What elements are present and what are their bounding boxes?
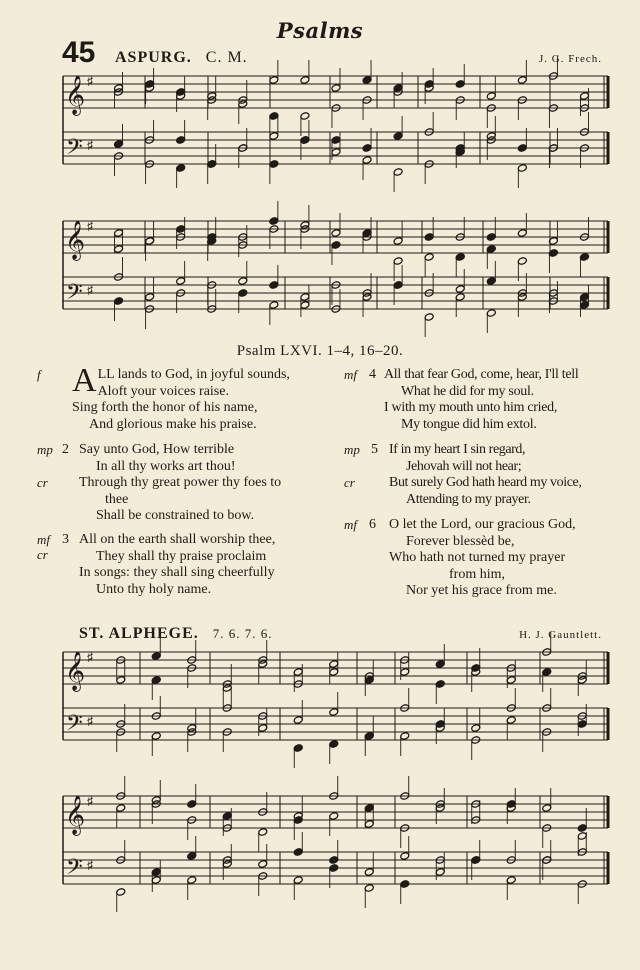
sharp-sign: ♯ bbox=[87, 858, 93, 872]
stanza-line: Unto thy holy name. bbox=[96, 581, 212, 597]
note-head bbox=[364, 732, 374, 741]
note-head bbox=[187, 800, 197, 809]
sharp-sign: ♯ bbox=[87, 74, 93, 88]
treble-clef: 𝄞 bbox=[65, 75, 86, 115]
note-head bbox=[455, 253, 465, 262]
note-head bbox=[151, 652, 161, 661]
stanza-number: 3 bbox=[62, 532, 69, 547]
stanza-line: In songs: they shall sing cheerfully bbox=[79, 565, 275, 580]
note-head bbox=[293, 848, 303, 857]
stanza-line: O let the Lord, our gracious God, bbox=[389, 517, 576, 532]
note-head bbox=[269, 112, 279, 121]
stanza-5 bbox=[344, 442, 624, 508]
note-head bbox=[258, 724, 268, 733]
stanza-line: LL lands to God, in joyful sounds, bbox=[97, 367, 290, 382]
note-head bbox=[471, 724, 481, 733]
stanza-line: Sing forth the honor of his name, bbox=[72, 400, 258, 415]
note-head bbox=[293, 668, 303, 677]
note-head bbox=[329, 668, 339, 677]
note-head bbox=[579, 253, 589, 262]
stanza-2 bbox=[37, 442, 337, 525]
stanza-number: 6 bbox=[369, 517, 376, 532]
composer: H. J. Gauntlett. bbox=[519, 629, 602, 641]
note-head bbox=[579, 92, 589, 101]
sharp-sign: ♯ bbox=[87, 138, 93, 152]
note-head bbox=[300, 112, 310, 121]
note-head bbox=[331, 229, 341, 238]
note-head bbox=[145, 237, 155, 246]
note-head bbox=[300, 76, 310, 85]
dynamic-mark: mf bbox=[344, 367, 357, 382]
note-head bbox=[486, 92, 496, 101]
note-head bbox=[145, 293, 155, 302]
note-head bbox=[393, 237, 403, 246]
treble-clef: 𝄞 bbox=[65, 651, 86, 691]
tune-heading-2 bbox=[79, 625, 272, 643]
note-head bbox=[435, 868, 445, 877]
note-head bbox=[577, 824, 587, 833]
note-head bbox=[176, 164, 186, 173]
note-head bbox=[542, 668, 552, 677]
note-head bbox=[486, 309, 496, 318]
note-head bbox=[455, 80, 465, 89]
note-head bbox=[331, 84, 341, 93]
note-head bbox=[364, 884, 374, 893]
hymn-number: 45 bbox=[62, 36, 96, 69]
note-head bbox=[331, 241, 341, 250]
note-head bbox=[187, 852, 197, 861]
sharp-sign: ♯ bbox=[87, 283, 93, 297]
stanza-line: Through thy great power thy foes to bbox=[79, 475, 282, 490]
note-head bbox=[331, 136, 341, 145]
note-head bbox=[116, 888, 126, 897]
dynamic-mark: mp bbox=[344, 442, 360, 457]
note-head bbox=[151, 732, 161, 741]
stanza-line: thee bbox=[105, 491, 129, 507]
stanza-6 bbox=[344, 517, 624, 600]
note-head bbox=[579, 301, 589, 310]
bass-clef: 𝄢 bbox=[66, 711, 83, 741]
stanza-line: They shall thy praise proclaim bbox=[96, 548, 267, 564]
tune-name: ST. ALPHEGE. bbox=[79, 625, 199, 642]
stanza-line: And glorious make his praise. bbox=[89, 416, 257, 432]
note-head bbox=[393, 132, 403, 141]
note-head bbox=[269, 301, 279, 310]
stanza-line: But surely God hath heard my voice, bbox=[389, 475, 582, 490]
stanza-line: Who hath not turned my prayer bbox=[389, 550, 566, 565]
note-head bbox=[400, 668, 410, 677]
note-head bbox=[577, 720, 587, 729]
note-head bbox=[455, 293, 465, 302]
note-head bbox=[258, 828, 268, 837]
note-head bbox=[517, 164, 527, 173]
stanza-line: All on the earth shall worship thee, bbox=[79, 532, 276, 547]
bass-clef: 𝄢 bbox=[66, 280, 83, 310]
note-head bbox=[486, 277, 496, 286]
stanza-number: 5 bbox=[371, 442, 378, 457]
note-head bbox=[506, 676, 516, 685]
page-title: Psalms bbox=[276, 18, 364, 43]
stanza-line: My tongue did him extol. bbox=[401, 416, 537, 432]
stanza-line: I with my mouth unto him cried, bbox=[384, 400, 558, 415]
note-head bbox=[517, 257, 527, 266]
note-head bbox=[435, 680, 445, 689]
note-head bbox=[114, 229, 124, 238]
drop-cap: A bbox=[72, 362, 97, 399]
note-head bbox=[486, 245, 496, 254]
note-head bbox=[176, 136, 186, 145]
note-head bbox=[400, 732, 410, 741]
note-head bbox=[293, 744, 303, 753]
stanza-line: If in my heart I sin regard, bbox=[389, 442, 526, 457]
note-head bbox=[424, 313, 434, 322]
stanza-line: Nor yet his grace from me. bbox=[406, 583, 557, 598]
stanza-line: In all thy works art thou! bbox=[96, 458, 236, 474]
note-head bbox=[269, 217, 279, 226]
stanza-line: What he did for my soul. bbox=[401, 383, 534, 399]
note-head bbox=[187, 876, 197, 885]
note-head bbox=[542, 804, 552, 813]
note-head bbox=[222, 812, 232, 821]
note-head bbox=[364, 868, 374, 877]
sharp-sign: ♯ bbox=[87, 219, 93, 233]
note-head bbox=[362, 144, 372, 153]
dynamic-mark: cr bbox=[37, 547, 48, 562]
note-head bbox=[424, 233, 434, 242]
note-head bbox=[329, 812, 339, 821]
note-head bbox=[116, 676, 126, 685]
stanza-line: All that fear God, come, hear, I'll tell bbox=[384, 367, 579, 382]
bass-clef: 𝄢 bbox=[66, 135, 83, 165]
stanza-line: Forever blessèd be, bbox=[406, 533, 515, 549]
composer: J. G. Frech. bbox=[538, 53, 602, 65]
treble-clef: 𝄞 bbox=[65, 795, 86, 835]
note-head bbox=[517, 144, 527, 153]
note-head bbox=[579, 293, 589, 302]
sharp-sign: ♯ bbox=[87, 794, 93, 808]
note-head bbox=[176, 225, 186, 234]
note-head bbox=[151, 676, 161, 685]
stanza-number: 2 bbox=[62, 442, 69, 457]
note-head bbox=[258, 860, 268, 869]
tune-meter: C. M. bbox=[205, 49, 248, 66]
dynamic-mark: cr bbox=[37, 475, 48, 490]
tune-name: ASPURG. bbox=[115, 49, 192, 66]
note-head bbox=[400, 880, 410, 889]
note-head bbox=[300, 293, 310, 302]
dynamic-mark: f bbox=[37, 367, 41, 382]
note-head bbox=[435, 660, 445, 669]
note-head bbox=[455, 285, 465, 294]
note-head bbox=[517, 229, 527, 238]
stanza-line: from him, bbox=[449, 566, 505, 582]
psalm-reference: Psalm LXVI. 1–4, 16–20. bbox=[236, 343, 404, 359]
note-head bbox=[329, 660, 339, 669]
stanza-line: Shall be constrained to bow. bbox=[96, 508, 255, 523]
note-head bbox=[238, 289, 248, 298]
note-head bbox=[269, 281, 279, 290]
note-head bbox=[393, 168, 403, 177]
note-head bbox=[331, 148, 341, 157]
note-head bbox=[114, 297, 124, 306]
note-head bbox=[364, 804, 374, 813]
note-head bbox=[506, 716, 516, 725]
stanza-line: Aloft your voices raise. bbox=[97, 383, 229, 399]
note-head bbox=[176, 277, 186, 286]
note-head bbox=[329, 864, 339, 873]
dynamic-mark: cr bbox=[344, 475, 355, 490]
note-head bbox=[151, 868, 161, 877]
note-head bbox=[362, 76, 372, 85]
stanza-line: Jehovah will not hear; bbox=[406, 458, 522, 474]
note-head bbox=[293, 716, 303, 725]
stanza-line: Attending to my prayer. bbox=[406, 491, 531, 507]
note-head bbox=[400, 852, 410, 861]
dynamic-mark: mp bbox=[37, 442, 53, 457]
note-head bbox=[300, 301, 310, 310]
stanza-1 bbox=[37, 362, 337, 433]
note-head bbox=[517, 76, 527, 85]
note-head bbox=[577, 832, 587, 841]
note-head bbox=[114, 140, 124, 149]
note-head bbox=[293, 876, 303, 885]
note-head bbox=[329, 708, 339, 717]
stanza-line: Say unto God, How terrible bbox=[79, 442, 235, 457]
sharp-sign: ♯ bbox=[87, 714, 93, 728]
stanza-3 bbox=[37, 532, 337, 598]
note-head bbox=[151, 876, 161, 885]
note-head bbox=[486, 233, 496, 242]
note-head bbox=[393, 257, 403, 266]
note-head bbox=[329, 856, 339, 865]
dynamic-mark: mf bbox=[37, 532, 50, 547]
note-head bbox=[364, 820, 374, 829]
stanza-number: 4 bbox=[369, 367, 376, 382]
note-head bbox=[238, 277, 248, 286]
sharp-sign: ♯ bbox=[87, 650, 93, 664]
bass-clef: 𝄢 bbox=[66, 855, 83, 885]
note-head bbox=[329, 740, 339, 749]
tune-meter: 7. 6. 7. 6. bbox=[212, 626, 273, 641]
stanza-4 bbox=[344, 367, 624, 433]
note-head bbox=[393, 281, 403, 290]
note-head bbox=[362, 156, 372, 165]
note-head bbox=[506, 876, 516, 885]
dynamic-mark: mf bbox=[344, 517, 357, 532]
note-head bbox=[114, 245, 124, 254]
note-head bbox=[424, 253, 434, 262]
treble-clef: 𝄞 bbox=[65, 220, 86, 260]
note-head bbox=[116, 804, 126, 813]
